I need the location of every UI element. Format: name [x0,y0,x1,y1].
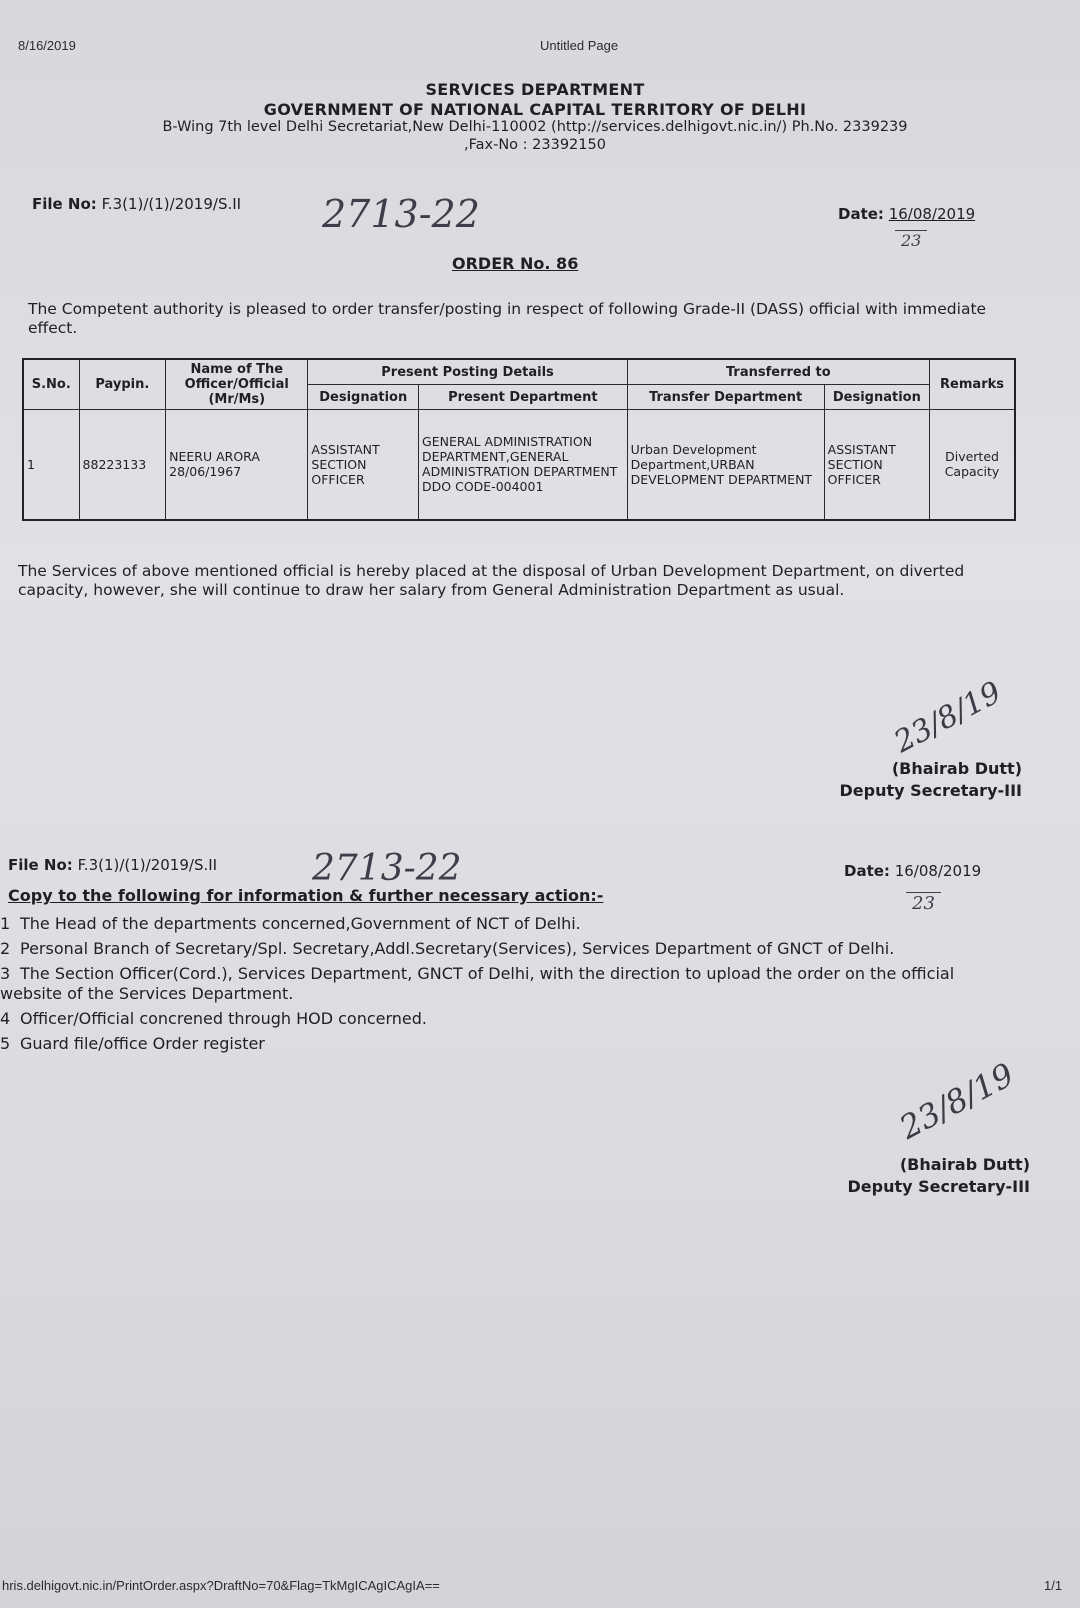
header-transferred-to: Transferred to [627,359,929,385]
date-value: 16/08/2019 [888,205,976,223]
signature-1: 23/8/19 [888,674,1008,761]
print-url: hris.delhigovt.nic.in/PrintOrder.aspx?DraftNo=70&Flag=TkMgICAgICAgIA== [2,1578,440,1593]
address-line-2: ,Fax-No : 23392150 [464,136,606,153]
file-label: File No: [32,195,97,213]
handwritten-dispatch-number: 2713-22 [322,192,480,236]
copy-to-heading: Copy to the following for information & further necessary action:- [8,886,604,905]
cell-remarks: Diverted Capacity [930,410,1015,520]
header-remarks: Remarks [930,359,1015,410]
header-present-posting: Present Posting Details [308,359,627,385]
header-name: Name of The Officer/Official (Mr/Ms) [166,359,308,410]
copy-file-number-value: F.3(1)/(1)/2019/S.II [77,856,218,874]
header-designation: Designation [308,385,419,410]
signatory-block-1 [700,758,1022,801]
copy-file-number [8,856,217,874]
list-item [0,914,1020,935]
header-paypin: Paypin. [79,359,166,410]
copy-to-list [0,914,1020,1059]
signatory-designation-2: Deputy Secretary-III [847,1176,1030,1196]
copy-date-value: 16/08/2019 [894,862,982,880]
list-item [0,1009,1020,1030]
body-paragraph: The Services of above mentioned official is hereby placed at the disposal of Urban Development Department, on diverted capacity, however, she will continue to draw her salary from General Administration Department as usual. [18,562,965,600]
cell-designation: ASSISTANT SECTION OFFICER [308,410,419,520]
list-item-index: 3 [0,963,11,983]
order-date [838,205,975,223]
cell-transfer-designation: ASSISTANT SECTION OFFICER [824,410,929,520]
signatory-name: (Bhairab Dutt) [891,759,1022,778]
list-item-text: The Section Officer(Cord.), Services Department, GNCT of Delhi, with the direction to upload the order on the official website of the Services Department. [0,963,955,1004]
header-present-department: Present Department [419,385,628,410]
handwritten-day: 23 [895,230,927,250]
list-item [0,939,1020,960]
order-number: ORDER No. 86 [452,254,579,273]
copy-file-label: File No: [8,856,73,874]
department-name: SERVICES DEPARTMENT [425,80,645,99]
print-date: 8/16/2019 [18,38,76,53]
date-label: Date: [838,205,884,223]
list-item-text: Personal Branch of Secretary/Spl. Secretary,Addl.Secretary(Services), Services Department of GNCT of Delhi. [20,938,895,958]
posting-table [22,358,1016,521]
list-item-index: 5 [0,1033,11,1053]
cell-transfer-department: Urban Development Department,URBAN DEVELOPMENT DEPARTMENT [627,410,824,520]
signatory-block-2 [700,1154,1030,1197]
header-transfer-designation: Designation [824,385,929,410]
signatory-name-2: (Bhairab Dutt) [899,1155,1030,1174]
letterhead [30,80,1040,154]
list-item-text: Officer/Official concrened through HOD concerned. [20,1009,428,1029]
intro-paragraph: The Competent authority is pleased to order transfer/posting in respect of following Grade-II (DASS) official with immediate effect. [28,300,987,337]
file-number-value: F.3(1)/(1)/2019/S.II [101,195,242,213]
copy-date [844,862,981,880]
copy-handwritten-day: 23 [906,892,941,914]
file-number [32,195,241,213]
copy-handwritten-dispatch-number: 2713-22 [312,848,462,889]
list-item-text: The Head of the departments concerned,Government of NCT of Delhi. [20,914,581,933]
print-page-number: 1/1 [1044,1578,1063,1593]
signatory-designation: Deputy Secretary-III [839,780,1022,800]
cell-paypin: 88223133 [79,410,166,520]
signature-2: 23/8/19 [893,1055,1021,1147]
address-line-1: B-Wing 7th level Delhi Secretariat,New Delhi-110002 (http://services.delhigovt.nic.in/) Ph.No. 2339239 [162,119,908,136]
list-item-index: 4 [0,1009,11,1029]
cell-present-department: GENERAL ADMINISTRATION DEPARTMENT,GENERAL ADMINISTRATION DEPARTMENT DDO CODE-004001 [419,410,628,520]
header-transfer-department: Transfer Department [627,385,824,410]
list-item [0,1034,1020,1055]
cell-name: NEERU ARORA 28/06/1967 [166,410,308,520]
list-item [0,964,1020,1006]
list-item-index: 1 [0,914,11,933]
header-sno: S.No. [23,359,79,410]
list-item-text: Guard file/office Order register [20,1033,265,1053]
copy-date-label: Date: [844,862,890,880]
list-item-index: 2 [0,938,11,958]
table-row [23,410,1015,520]
table-header-row [23,359,1015,385]
government-name: GOVERNMENT OF NATIONAL CAPITAL TERRITORY OF DELHI [263,99,807,119]
print-page-title: Untitled Page [540,38,619,53]
cell-sno: 1 [23,410,79,520]
